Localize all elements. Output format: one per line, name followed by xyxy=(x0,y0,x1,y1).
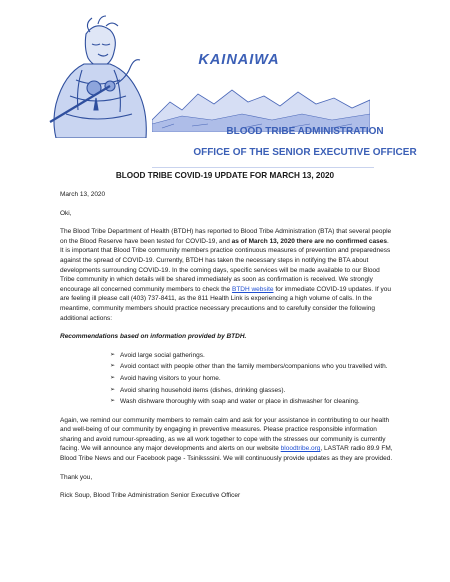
list-item xyxy=(110,374,393,384)
para1-text-d: for immediate COVID-19 updates. If you are feeling ill please call (403) 737-8411, as the 811 Health Link is experiencing a high volume of calls. In the meantime, community members should practice necessary precautions and to carefully consider the following additional actions: xyxy=(60,285,391,322)
list-item xyxy=(110,397,393,407)
letterhead-title: KAINAIWA xyxy=(198,52,280,68)
recommendations-list xyxy=(60,351,393,407)
mountain-landscape-illustration xyxy=(152,80,370,132)
letter-date: March 13, 2020 xyxy=(60,191,106,198)
document-heading: BLOOD TRIBE COVID-19 UPDATE FOR MARCH 13, 2020 xyxy=(115,171,335,180)
list-item-text: Avoid contact with people other than the family members/companions who you travelled with. xyxy=(120,363,388,371)
para2-text-b: , LASTAR radio 89.9 FM, Blood Tribe News and our Facebook page - Tsiniksssini. We will continuously provide updates as they are provided. xyxy=(60,445,393,463)
letter-closing: Thank you, xyxy=(60,473,93,481)
header-divider xyxy=(152,167,374,168)
recommendations-heading: Recommendations based on information provided by BTDH. xyxy=(60,333,247,341)
office-name: OFFICE OF THE SENIOR EXECUTIVE OFFICER xyxy=(193,147,417,158)
letter-body xyxy=(60,190,393,510)
chief-portrait-illustration xyxy=(46,14,150,138)
list-item xyxy=(110,386,393,396)
org-name: BLOOD TRIBE ADMINISTRATION xyxy=(226,126,384,137)
btdh-website-link[interactable]: BTDH website xyxy=(231,285,274,293)
no-cases-statement: as of March 13, 2020 there are no confirmed cases xyxy=(231,237,387,245)
list-item-text: Avoid large social gatherings. xyxy=(120,351,205,359)
arrow-bullet-icon: ➢ xyxy=(110,386,116,393)
paragraph-reminder xyxy=(60,416,393,464)
list-item-text: Avoid having visitors to your home. xyxy=(120,374,221,382)
arrow-bullet-icon: ➢ xyxy=(110,374,116,381)
letter-signature: Rick Soup, Blood Tribe Administration Senior Executive Officer xyxy=(60,492,241,500)
bloodtribe-website-link[interactable]: bloodtribe.org xyxy=(280,445,321,453)
list-item xyxy=(110,362,393,372)
letterhead xyxy=(0,0,450,165)
letter-greeting: Oki, xyxy=(60,209,72,217)
para1-text-c: . It is important that Blood Tribe community members practice continuous measures of prevention and preparedness against the spread of COVID-19. Currently, BTDH has taken the necessary steps in notifying the BTA about developments surrounding COVID-19. In the coming days, specific services will be made available to our Blood Tribe community in which details will be shared immediately as soon as confirmation is received. We strongly encourage all concerned community members to check the xyxy=(60,237,391,293)
list-item xyxy=(110,351,393,361)
para1-text-a: The Blood Tribe Department of Health (BTDH) has reported to Blood Tribe Administration (BTA) that several people on the Blood Reserve have been tested for COVID-19, and xyxy=(60,228,392,245)
para2-text-a: Again, we remind our community members to remain calm and ask for your assistance in contributing to our health and well-being of our community by engaging in preventive measures. Please practice responsible information sharing and avoid rumour-spreading, as we all work together to cope with the stresses our community is currently facing. We will announce any major developments and alerts on our website xyxy=(60,416,390,453)
arrow-bullet-icon: ➢ xyxy=(110,351,116,358)
arrow-bullet-icon: ➢ xyxy=(110,363,116,370)
list-item-text: Avoid sharing household items (dishes, drinking glasses). xyxy=(120,386,286,394)
arrow-bullet-icon: ➢ xyxy=(110,398,116,405)
list-item-text: Wash dishware thoroughly with soap and water or place in dishwasher for cleaning. xyxy=(120,398,360,406)
paragraph-update xyxy=(60,227,393,323)
